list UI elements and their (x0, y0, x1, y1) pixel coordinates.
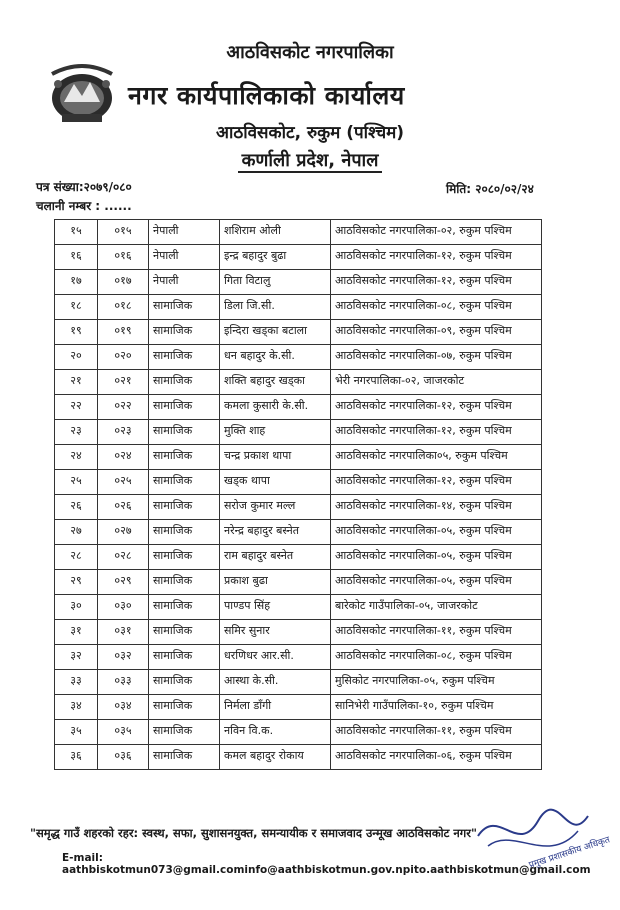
person-name: आस्था के.सी. (220, 670, 331, 695)
person-address: आठविसकोट नगरपालिका-०५, रुकुम पश्चिम (331, 570, 542, 595)
stamp-text: प्रमुख प्रशासकीय अधिकृत (527, 835, 612, 871)
table-body (55, 220, 557, 770)
table-row (55, 520, 557, 545)
row-edge (542, 445, 557, 470)
table-row (55, 545, 557, 570)
serial-number: २३ (55, 420, 98, 445)
row-edge (542, 695, 557, 720)
province-label: कर्णाली प्रदेश, नेपाल (238, 150, 383, 173)
person-name: कमल बहादुर रोकाय (220, 745, 331, 770)
category: सामाजिक (149, 695, 220, 720)
serial-number: १५ (55, 220, 98, 245)
province-line (0, 148, 620, 172)
person-name: गिता विटालु (220, 270, 331, 295)
category: सामाजिक (149, 570, 220, 595)
row-edge (542, 495, 557, 520)
person-name: इन्दिरा खड्का बटाला (220, 320, 331, 345)
category: सामाजिक (149, 720, 220, 745)
serial-number: ३२ (55, 645, 98, 670)
serial-number: १९ (55, 320, 98, 345)
person-address: बारेकोट गाउँपालिका-०५, जाजरकोट (331, 595, 542, 620)
category: सामाजिक (149, 470, 220, 495)
person-name: खड्क थापा (220, 470, 331, 495)
person-name: शशिराम ओली (220, 220, 331, 245)
nepal-emblem-icon (44, 62, 120, 128)
person-address: आठविसकोट नगरपालिका-०२, रुकुम पश्चिम (331, 220, 542, 245)
person-name: पाण्डप सिंह (220, 595, 331, 620)
reg-code: ०३३ (98, 670, 149, 695)
table-row (55, 570, 557, 595)
row-edge (542, 245, 557, 270)
table-row (55, 670, 557, 695)
table-row (55, 470, 557, 495)
person-name: प्रकाश बुढा (220, 570, 331, 595)
row-edge (542, 545, 557, 570)
row-edge (542, 295, 557, 320)
footer-slogan: "समृद्ध गाउँ शहरको रहर: स्वस्थ, सफा, सुशासनयुक्त, समन्यायीक र समाजवाद उन्मूख आठविसकोट नगर" (30, 826, 477, 840)
serial-number: ३६ (55, 745, 98, 770)
person-name: राम बहादुर बस्नेत (220, 545, 331, 570)
person-name: समिर सुनार (220, 620, 331, 645)
table-row (55, 745, 557, 770)
person-address: आठविसकोट नगरपालिका-११, रुकुम पश्चिम (331, 620, 542, 645)
table-row (55, 295, 557, 320)
serial-number: १८ (55, 295, 98, 320)
table-row (55, 420, 557, 445)
person-address: आठविसकोट नगरपालिका-०९, रुकुम पश्चिम (331, 320, 542, 345)
reg-code: ०१८ (98, 295, 149, 320)
category: सामाजिक (149, 370, 220, 395)
person-address: आठविसकोट नगरपालिका-१२, रुकुम पश्चिम (331, 270, 542, 295)
category: सामाजिक (149, 320, 220, 345)
row-edge (542, 520, 557, 545)
person-name: कमला कुसारी के.सी. (220, 395, 331, 420)
row-edge (542, 620, 557, 645)
row-edge (542, 270, 557, 295)
reg-code: ०२३ (98, 420, 149, 445)
table-row (55, 445, 557, 470)
footer-email: E-mail: aathbiskotmun073@gmail.cominfo@aathbiskotmun.gov.npito.aathbiskotmun@gmail.com (62, 852, 591, 876)
reg-code: ०१५ (98, 220, 149, 245)
reg-code: ०२५ (98, 470, 149, 495)
municipality-name: आठविसकोट नगरपालिका (226, 42, 394, 63)
serial-number: २९ (55, 570, 98, 595)
category: सामाजिक (149, 745, 220, 770)
serial-number: ३० (55, 595, 98, 620)
table-row (55, 495, 557, 520)
person-name: सरोज कुमार मल्ल (220, 495, 331, 520)
person-address: आठविसकोट नगरपालिका-१२, रुकुम पश्चिम (331, 470, 542, 495)
person-address: आठविसकोट नगरपालिका-०६, रुकुम पश्चिम (331, 745, 542, 770)
row-edge (542, 595, 557, 620)
row-edge (542, 420, 557, 445)
letter-date: मिति: २०८०/०२/२४ (446, 182, 534, 196)
reg-code: ०२१ (98, 370, 149, 395)
person-name: डिला जि.सी. (220, 295, 331, 320)
person-address: आठविसकोट नगरपालिका-१२, रुकुम पश्चिम (331, 395, 542, 420)
row-edge (542, 370, 557, 395)
category: सामाजिक (149, 445, 220, 470)
category: सामाजिक (149, 520, 220, 545)
row-edge (542, 470, 557, 495)
table-row (55, 645, 557, 670)
category: सामाजिक (149, 645, 220, 670)
reg-code: ०२२ (98, 395, 149, 420)
row-edge (542, 345, 557, 370)
serial-number: २० (55, 345, 98, 370)
person-name: मुक्ति शाह (220, 420, 331, 445)
serial-number: २६ (55, 495, 98, 520)
letter-number: पत्र संख्या:२०७९/०८० (36, 180, 132, 194)
row-edge (542, 220, 557, 245)
person-address: आठविसकोट नगरपालिका-०८, रुकुम पश्चिम (331, 645, 542, 670)
category: नेपाली (149, 270, 220, 295)
person-address: आठविसकोट नगरपालिका-०८, रुकुम पश्चिम (331, 295, 542, 320)
table-row (55, 220, 557, 245)
category: सामाजिक (149, 670, 220, 695)
person-address: आठविसकोट नगरपालिका-१२, रुकुम पश्चिम (331, 420, 542, 445)
person-name: इन्द्र बहादुर बुढा (220, 245, 331, 270)
table-row (55, 395, 557, 420)
table-row (55, 270, 557, 295)
serial-number: १७ (55, 270, 98, 295)
reg-code: ०३४ (98, 695, 149, 720)
table-row (55, 620, 557, 645)
registration-table (54, 219, 556, 770)
serial-number: १६ (55, 245, 98, 270)
table-row (55, 595, 557, 620)
serial-number: २७ (55, 520, 98, 545)
person-address: भेरी नगरपालिका-०२, जाजरकोट (331, 370, 542, 395)
reg-code: ०३० (98, 595, 149, 620)
row-edge (542, 645, 557, 670)
reg-code: ०२० (98, 345, 149, 370)
row-edge (542, 320, 557, 345)
reg-code: ०२६ (98, 495, 149, 520)
office-name: नगर कार्यपालिकाको कार्यालय (128, 81, 405, 110)
serial-number: ३४ (55, 695, 98, 720)
person-name: नविन वि.क. (220, 720, 331, 745)
row-edge (542, 395, 557, 420)
table-row (55, 245, 557, 270)
signature-stamp (468, 796, 612, 876)
table-row (55, 370, 557, 395)
serial-number: २८ (55, 545, 98, 570)
row-edge (542, 745, 557, 770)
serial-number: ३५ (55, 720, 98, 745)
reg-code: ०२७ (98, 520, 149, 545)
person-address: आठविसकोट नगरपालिका-१२, रुकुम पश्चिम (331, 245, 542, 270)
serial-number: २५ (55, 470, 98, 495)
person-address: सानिभेरी गाउँपालिका-१०, रुकुम पश्चिम (331, 695, 542, 720)
row-edge (542, 570, 557, 595)
table-row (55, 695, 557, 720)
category: सामाजिक (149, 595, 220, 620)
person-address: आठविसकोट नगरपालिका-१४, रुकुम पश्चिम (331, 495, 542, 520)
serial-number: २४ (55, 445, 98, 470)
table-row (55, 720, 557, 745)
row-edge (542, 670, 557, 695)
person-name: शक्ति बहादुर खड्का (220, 370, 331, 395)
serial-number: ३३ (55, 670, 98, 695)
reg-code: ०३२ (98, 645, 149, 670)
letterhead (0, 0, 620, 175)
reg-code: ०२८ (98, 545, 149, 570)
serial-number: २२ (55, 395, 98, 420)
reg-code: ०३६ (98, 745, 149, 770)
person-name: धरणिधर आर.सी. (220, 645, 331, 670)
reg-code: ०१७ (98, 270, 149, 295)
reg-code: ०२४ (98, 445, 149, 470)
reg-code: ०२९ (98, 570, 149, 595)
category: नेपाली (149, 220, 220, 245)
category: नेपाली (149, 245, 220, 270)
person-address: आठविसकोट नगरपालिका-०५, रुकुम पश्चिम (331, 545, 542, 570)
category: सामाजिक (149, 420, 220, 445)
category: सामाजिक (149, 395, 220, 420)
office-address: आठविसकोट, रुकुम (पश्चिम) (215, 123, 405, 143)
reg-code: ०३५ (98, 720, 149, 745)
table-row (55, 345, 557, 370)
person-name: धन बहादुर के.सी. (220, 345, 331, 370)
person-name: चन्द्र प्रकाश थापा (220, 445, 331, 470)
dispatch-number: चलानी नम्बर : ...... (36, 199, 132, 213)
person-address: आठविसकोट नगरपालिका-११, रुकुम पश्चिम (331, 720, 542, 745)
person-name: नरेन्द्र बहादुर बस्नेत (220, 520, 331, 545)
category: सामाजिक (149, 620, 220, 645)
person-address: आठविसकोट नगरपालिका-०७, रुकुम पश्चिम (331, 345, 542, 370)
person-address: आठविसकोट नगरपालिका०५, रुकुम पश्चिम (331, 445, 542, 470)
serial-number: २१ (55, 370, 98, 395)
reg-code: ०१६ (98, 245, 149, 270)
table-row (55, 320, 557, 345)
person-name: निर्मला डाँगी (220, 695, 331, 720)
category: सामाजिक (149, 345, 220, 370)
category: सामाजिक (149, 495, 220, 520)
category: सामाजिक (149, 545, 220, 570)
row-edge (542, 720, 557, 745)
category: सामाजिक (149, 295, 220, 320)
person-address: आठविसकोट नगरपालिका-०५, रुकुम पश्चिम (331, 520, 542, 545)
reg-code: ०१९ (98, 320, 149, 345)
serial-number: ३१ (55, 620, 98, 645)
reg-code: ०३१ (98, 620, 149, 645)
person-address: मुसिकोट नगरपालिका-०५, रुकुम पश्चिम (331, 670, 542, 695)
